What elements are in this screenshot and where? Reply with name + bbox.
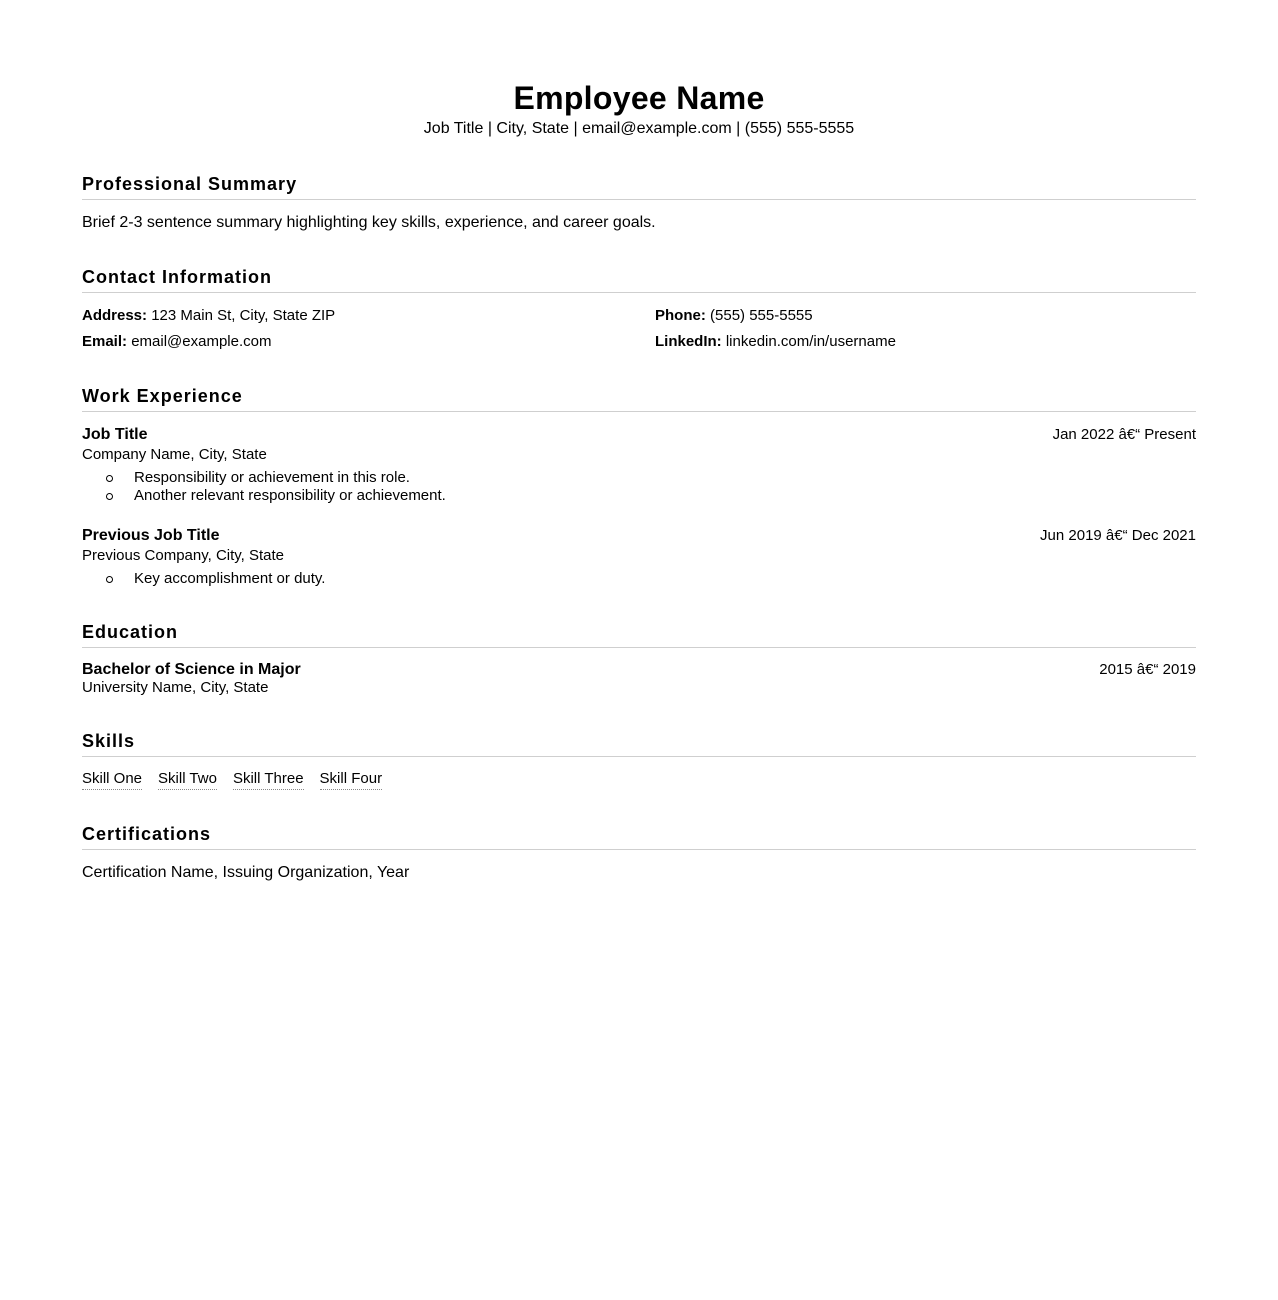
job-header bbox=[82, 425, 1196, 445]
skill-item: Skill One bbox=[82, 770, 142, 790]
job-header bbox=[82, 526, 1196, 546]
job-entry bbox=[82, 526, 1196, 588]
summary-text: Brief 2-3 sentence summary highlighting key skills, experience, and career goals. bbox=[82, 214, 656, 231]
section-professional-summary bbox=[82, 173, 1196, 233]
job-title: Job Title bbox=[82, 426, 148, 443]
contact-grid bbox=[82, 306, 1196, 352]
contact-label: Address: bbox=[82, 307, 148, 324]
section-title: Skills bbox=[82, 730, 1196, 757]
contact-label: Email: bbox=[82, 333, 128, 350]
section-title: Professional Summary bbox=[82, 173, 1196, 200]
duty-item: Responsibility or achievement in this role. bbox=[134, 469, 1196, 487]
job-duties bbox=[82, 570, 1196, 588]
section-skills bbox=[82, 730, 1196, 790]
contact-linkedin bbox=[655, 332, 1196, 352]
skill-item: Skill Four bbox=[320, 770, 383, 790]
job-company: Previous Company, City, State bbox=[82, 547, 285, 564]
education-dates: 2015 â€“ 2019 bbox=[1099, 661, 1196, 678]
contact-email bbox=[82, 332, 655, 352]
skill-item: Skill Two bbox=[158, 770, 217, 790]
education-school: University Name, City, State bbox=[82, 679, 269, 696]
certification-text: Certification Name, Issuing Organization, Year bbox=[82, 864, 410, 881]
job-dates: Jun 2019 â€“ Dec 2021 bbox=[1040, 527, 1196, 544]
job-company: Company Name, City, State bbox=[82, 446, 267, 463]
skills-list bbox=[82, 770, 1196, 790]
resume-header bbox=[82, 0, 1196, 140]
work-list bbox=[82, 425, 1196, 588]
employee-name: Employee Name bbox=[513, 80, 765, 116]
contact-label: LinkedIn: bbox=[655, 333, 722, 350]
duty-item: Key accomplishment or duty. bbox=[134, 570, 1196, 588]
section-title: Education bbox=[82, 621, 1196, 648]
job-entry bbox=[82, 425, 1196, 505]
duty-item: Another relevant responsibility or achievement. bbox=[134, 487, 1196, 505]
education-degree: Bachelor of Science in Major bbox=[82, 661, 301, 678]
job-title: Previous Job Title bbox=[82, 527, 220, 544]
job-duties bbox=[82, 469, 1196, 505]
education-header bbox=[82, 661, 1196, 679]
section-title: Certifications bbox=[82, 823, 1196, 850]
contact-value: email@example.com bbox=[131, 333, 272, 350]
contact-label: Phone: bbox=[655, 307, 706, 324]
contact-phone bbox=[655, 306, 1196, 326]
job-dates: Jan 2022 â€“ Present bbox=[1052, 426, 1196, 443]
contact-value: (555) 555-5555 bbox=[710, 307, 813, 324]
section-contact-information bbox=[82, 266, 1196, 352]
section-certifications bbox=[82, 823, 1196, 883]
header-subline: Job Title | City, State | email@example.com | (555) 555-5555 bbox=[423, 120, 855, 137]
contact-value: linkedin.com/in/username bbox=[725, 333, 896, 350]
section-work-experience bbox=[82, 385, 1196, 588]
skill-item: Skill Three bbox=[233, 770, 304, 790]
education-entry bbox=[82, 661, 1196, 697]
contact-address bbox=[82, 306, 655, 326]
section-title: Work Experience bbox=[82, 385, 1196, 412]
contact-value: 123 Main St, City, State ZIP bbox=[151, 307, 336, 324]
section-title: Contact Information bbox=[82, 266, 1196, 293]
section-education bbox=[82, 621, 1196, 697]
